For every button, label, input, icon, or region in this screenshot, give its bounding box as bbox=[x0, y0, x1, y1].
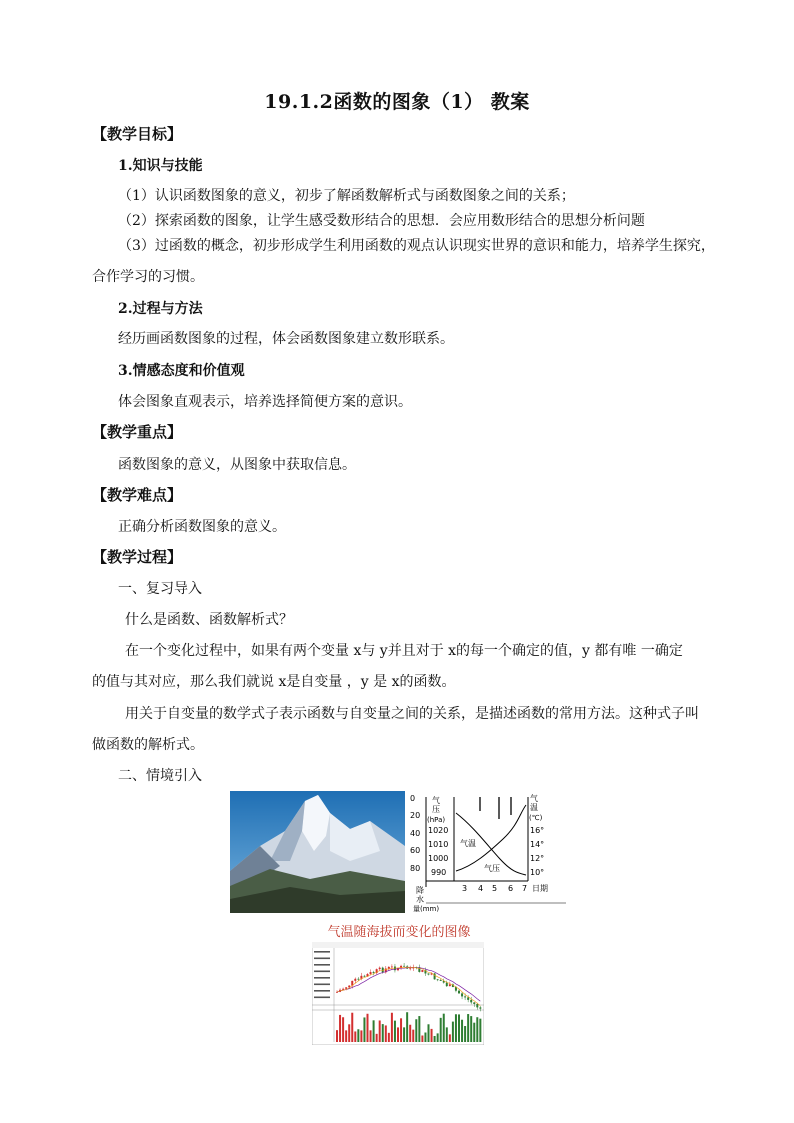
page-title: 19.1.2函数的图象（1） 教案 bbox=[264, 91, 530, 113]
stock-volume-bar bbox=[415, 1019, 417, 1042]
stock-candle bbox=[342, 989, 344, 990]
stock-candle bbox=[373, 972, 375, 973]
stock-candle bbox=[421, 970, 423, 972]
stock-volume-bar bbox=[348, 1024, 350, 1042]
stock-volume-bar bbox=[473, 1023, 475, 1042]
rain-tick-40: 40 bbox=[410, 829, 421, 838]
difficulty-text: 正确分析函数图象的意义。 bbox=[118, 519, 286, 535]
stock-volume-bar bbox=[409, 1025, 411, 1042]
stock-volume-bar bbox=[424, 1033, 426, 1042]
stock-volume-bar bbox=[376, 1034, 378, 1042]
stock-volume-bar bbox=[452, 1022, 454, 1042]
process-text: 经历画函数图象的过程，体会函数图象建立数形联系。 bbox=[118, 331, 454, 347]
temp-unit: (℃) bbox=[529, 814, 543, 822]
stock-axis-scale-mark bbox=[314, 997, 330, 999]
stock-volume-bar bbox=[345, 1030, 347, 1042]
stock-candle bbox=[409, 968, 411, 969]
subheading-process: 2.过程与方法 bbox=[118, 301, 203, 317]
stock-candle bbox=[464, 996, 466, 997]
stock-axis-scale-mark bbox=[314, 984, 330, 986]
section-heading-key: 【教学重点】 bbox=[92, 423, 183, 441]
stock-axis-scale-mark bbox=[314, 990, 330, 992]
temp-tick-10: 10° bbox=[530, 868, 545, 877]
rain-tick-0: 0 bbox=[410, 794, 416, 803]
stock-candle bbox=[354, 979, 356, 981]
stock-volume-bar bbox=[342, 1017, 344, 1042]
temp-title-1: 气 bbox=[530, 794, 538, 803]
stock-volume-bar bbox=[406, 1012, 408, 1042]
pressure-tick-990: 990 bbox=[431, 868, 447, 877]
stock-volume-bar bbox=[455, 1014, 457, 1042]
stock-candle bbox=[467, 997, 469, 999]
pressure-tick-1020: 1020 bbox=[428, 826, 449, 835]
pressure-title-1: 气 bbox=[432, 796, 440, 805]
stock-volume-bar bbox=[431, 1029, 433, 1042]
stock-axis-scale-mark bbox=[314, 951, 330, 953]
temp-tick-14: 14° bbox=[530, 840, 545, 849]
curve-label-pressure: 气压 bbox=[484, 864, 500, 873]
stock-axis-scale-mark bbox=[314, 971, 330, 973]
stock-candle bbox=[345, 987, 347, 988]
stock-candle bbox=[437, 979, 439, 980]
pressure-unit: (hPa) bbox=[427, 816, 446, 824]
stock-volume-bar bbox=[437, 1033, 439, 1042]
stock-volume-bar bbox=[367, 1014, 369, 1042]
stock-volume-bar bbox=[464, 1026, 466, 1042]
stock-candle bbox=[479, 1007, 481, 1008]
goal-line-1: （1）认识函数图象的意义，初步了解函数解析式与函数图象之间的关系； bbox=[118, 188, 575, 204]
stock-candle bbox=[470, 1000, 472, 1003]
stock-candle bbox=[388, 967, 390, 969]
stock-volume-bar bbox=[458, 1014, 460, 1042]
stock-volume-bar bbox=[403, 1027, 405, 1042]
figure-caption: 气温随海拔而变化的图像 bbox=[327, 925, 471, 940]
stock-candle bbox=[461, 993, 463, 996]
stock-volume-bar bbox=[360, 1030, 362, 1042]
section-heading-goals: 【教学目标】 bbox=[92, 125, 183, 143]
stock-candle bbox=[428, 973, 430, 974]
goal-line-2: （2）探索函数的图象，让学生感受数形结合的思想．会应用数形结合的思想分析问题 bbox=[118, 213, 645, 229]
curve-label-temperature: 气温 bbox=[460, 839, 476, 848]
stock-volume-bar bbox=[379, 1020, 381, 1042]
stock-volume-bar bbox=[434, 1036, 436, 1042]
stock-volume-bar bbox=[412, 1030, 414, 1042]
stock-volume-bar bbox=[388, 1033, 390, 1042]
goal-line-3a: （3）过函数的概念，初步形成学生利用函数的观点认识现实世界的意识和能力，培养学生探究， bbox=[118, 238, 715, 254]
x-tick-3: 3 bbox=[462, 884, 468, 893]
stock-volume-bar bbox=[418, 1016, 420, 1042]
definition-line-2: 的值与其对应，那么我们就说 x是自变量 ，y 是 x的函数。 bbox=[92, 674, 456, 690]
stock-volume-bar bbox=[336, 1030, 338, 1042]
stock-candle bbox=[440, 980, 442, 981]
stock-volume-bar bbox=[467, 1014, 469, 1042]
temp-title-2: 温 bbox=[530, 803, 538, 812]
stock-volume-bar bbox=[339, 1015, 341, 1042]
stock-volume-bar bbox=[449, 1034, 451, 1042]
definition-line-1: 在一个变化过程中，如果有两个变量 x与 y并且对于 x的每一个确定的值，y 都有唯 一确定 bbox=[125, 643, 683, 659]
stock-candle bbox=[379, 968, 381, 969]
stock-chart-image bbox=[312, 942, 484, 1045]
subheading-attitude: 3.情感态度和价值观 bbox=[118, 363, 245, 379]
stock-volume-bar bbox=[385, 1025, 387, 1042]
rain-label-2: 水 bbox=[416, 895, 424, 904]
stock-volume-bar bbox=[400, 1018, 402, 1042]
x-tick-7: 7 bbox=[522, 884, 528, 893]
rain-tick-20: 20 bbox=[410, 811, 421, 820]
stock-candle bbox=[336, 992, 338, 993]
stock-volume-bar bbox=[470, 1016, 472, 1042]
stock-volume-bar bbox=[461, 1020, 463, 1042]
stock-candle bbox=[357, 979, 359, 980]
stock-volume-bar bbox=[428, 1024, 430, 1042]
stock-volume-bar bbox=[446, 1027, 448, 1042]
stock-candle bbox=[391, 967, 393, 968]
attitude-text: 体会图象直观表示，培养选择简便方案的意识。 bbox=[118, 394, 412, 410]
stock-volume-bar bbox=[391, 1013, 393, 1042]
pressure-tick-1000: 1000 bbox=[428, 854, 449, 863]
key-text: 函数图象的意义，从图象中获取信息。 bbox=[118, 457, 356, 473]
stock-candle bbox=[370, 972, 372, 974]
stock-volume-bar bbox=[476, 1017, 478, 1042]
stock-volume-bar bbox=[443, 1014, 445, 1042]
pressure-tick-1010: 1010 bbox=[428, 840, 449, 849]
stock-volume-bar bbox=[382, 1024, 384, 1042]
pressure-title-2: 压 bbox=[432, 805, 440, 814]
stock-axis-scale-mark bbox=[314, 964, 330, 966]
stock-candle bbox=[473, 1002, 475, 1004]
stock-volume-bar bbox=[357, 1029, 359, 1042]
stock-axis-scale-mark bbox=[314, 958, 330, 960]
mountain-photo bbox=[230, 791, 405, 913]
x-tick-5: 5 bbox=[492, 884, 498, 893]
stock-axis-scale-mark bbox=[314, 977, 330, 979]
rain-tick-80: 80 bbox=[410, 864, 421, 873]
stock-volume-bar bbox=[394, 1021, 396, 1042]
subheading-knowledge: 1.知识与技能 bbox=[118, 158, 203, 174]
stock-volume-bar bbox=[479, 1019, 481, 1042]
analytic-line-2: 做函数的解析式。 bbox=[92, 737, 204, 753]
rain-tick-60: 60 bbox=[410, 846, 421, 855]
stock-candle bbox=[434, 973, 436, 979]
x-label: 日期 bbox=[532, 884, 548, 893]
temp-tick-16: 16° bbox=[530, 826, 545, 835]
stock-volume-bar bbox=[354, 1031, 356, 1042]
stock-volume-bar bbox=[363, 1017, 365, 1042]
step-review: 一、复习导入 bbox=[118, 581, 202, 597]
stock-candle bbox=[458, 991, 460, 994]
goal-line-3b: 合作学习的习惯。 bbox=[92, 269, 204, 285]
step-scenario: 二、情境引入 bbox=[118, 768, 202, 784]
stock-volume-bar bbox=[373, 1020, 375, 1042]
section-heading-difficulty: 【教学难点】 bbox=[92, 486, 183, 504]
stock-volume-bar bbox=[370, 1030, 372, 1042]
temp-tick-12: 12° bbox=[530, 854, 545, 863]
x-tick-6: 6 bbox=[508, 884, 514, 893]
section-heading-process: 【教学过程】 bbox=[92, 548, 183, 566]
stock-candle bbox=[403, 966, 405, 967]
rain-label-1: 降 bbox=[416, 886, 424, 895]
stock-volume-bar bbox=[351, 1013, 353, 1042]
stock-volume-bar bbox=[397, 1027, 399, 1042]
stock-candle bbox=[476, 1004, 478, 1007]
question-text: 什么是函数、函数解析式？ bbox=[125, 612, 293, 628]
climate-chart bbox=[408, 791, 568, 913]
stock-volume-bar bbox=[421, 1035, 423, 1042]
x-tick-4: 4 bbox=[478, 884, 484, 893]
stock-candle bbox=[449, 984, 451, 986]
rain-label-3: 量(mm) bbox=[413, 905, 440, 913]
analytic-line-1: 用关于自变量的数学式子表示函数与自变量之间的关系，是描述函数的常用方法。这种式子叫 bbox=[125, 706, 699, 722]
stock-volume-bar bbox=[440, 1018, 442, 1042]
stock-candle bbox=[363, 976, 365, 977]
stock-candle bbox=[446, 983, 448, 987]
